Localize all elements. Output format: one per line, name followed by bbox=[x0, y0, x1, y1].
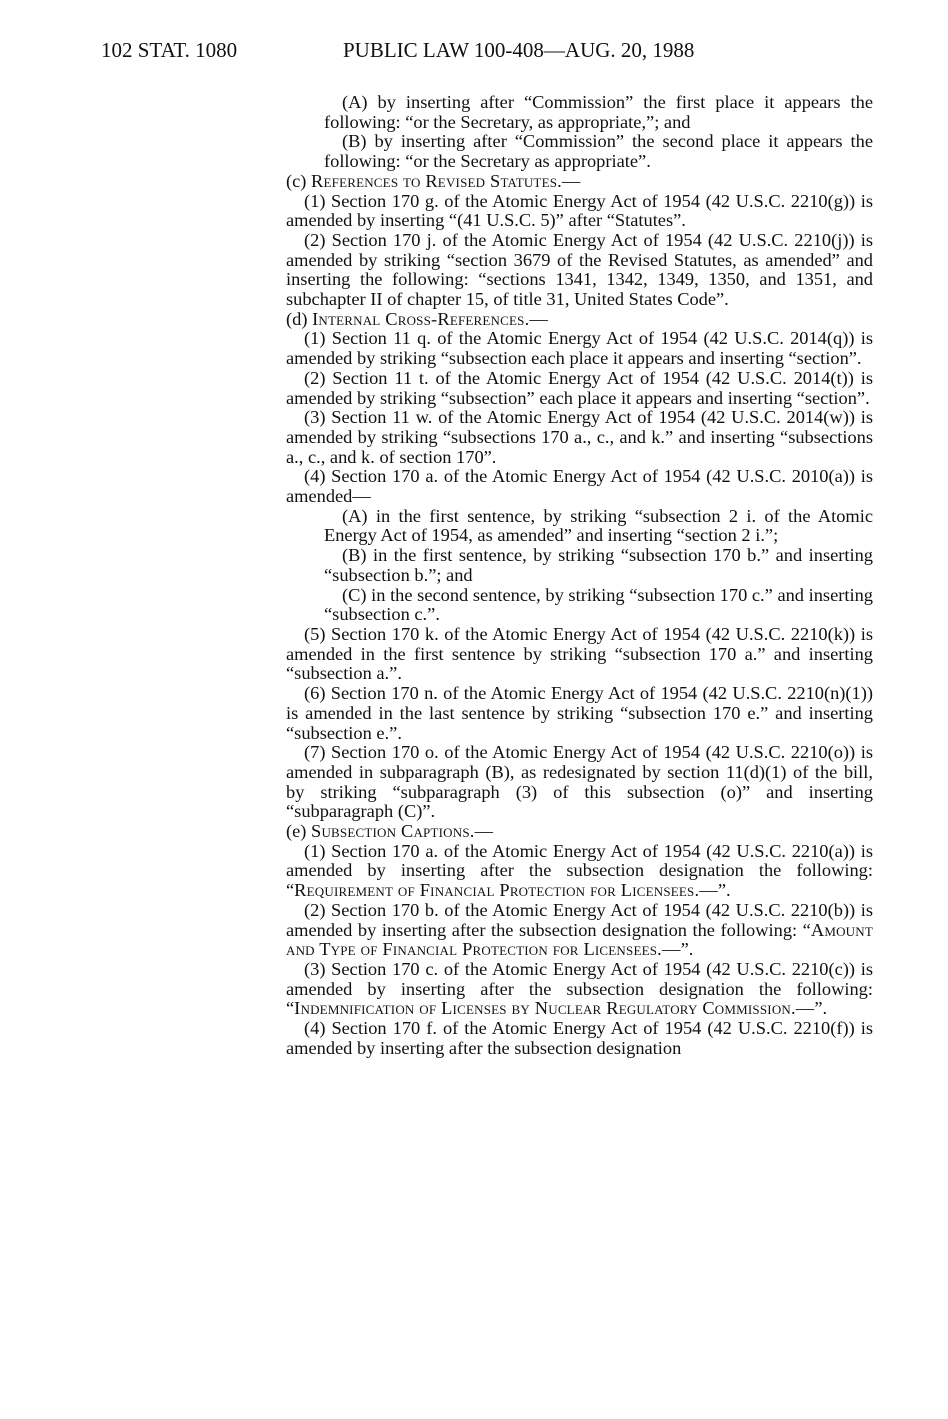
subsection-e-label: (e) bbox=[286, 821, 307, 842]
paragraph-e-2-end: ”. bbox=[680, 939, 694, 960]
page-header bbox=[0, 38, 948, 68]
running-title: PUBLIC LAW 100-408—AUG. 20, 1988 bbox=[343, 38, 695, 62]
subsection-c-heading bbox=[286, 172, 873, 192]
paragraph-d-2: (2) Section 11 t. of the Atomic Energy Act of 1954 (42 U.S.C. 2014(t)) is amended by striking “subsection” each place it appears and inserting “section”. bbox=[286, 367, 873, 408]
subsection-e-caption: Subsection Captions.— bbox=[311, 821, 494, 842]
paragraph-e-2 bbox=[286, 901, 873, 960]
paragraph-e-1 bbox=[286, 842, 873, 901]
subsection-c-caption: References to Revised Statutes.— bbox=[311, 170, 581, 191]
paragraph-d-5: (5) Section 170 k. of the Atomic Energy Act of 1954 (42 U.S.C. 2210(k)) is amended in the first sentence by striking “subsection 170 a.” and inserting “subsection a.”. bbox=[286, 623, 873, 684]
paragraph-c-2: (2) Section 170 j. of the Atomic Energy Act of 1954 (42 U.S.C. 2210(j)) is amended by striking “section 3679 of the Revised Statutes, as amended” and inserting the following: “sections 1341, 1342, 1349, 1350, and 1351, and subchapter II of chapter 15, of title 31, United States Code”. bbox=[286, 229, 873, 310]
paragraph-e-2-text: (2) Section 170 b. of the Atomic Energy Act of 1954 (42 U.S.C. 2210(b)) is amended by inserting after the subsection designation the following: “ bbox=[286, 899, 873, 940]
paragraph-e-1-end: ”. bbox=[717, 880, 731, 901]
subsection-d-caption: Internal Cross-References.— bbox=[312, 308, 548, 329]
paragraph-d-7: (7) Section 170 o. of the Atomic Energy Act of 1954 (42 U.S.C. 2210(o)) is amended in subparagraph (B), as redesignated by section 11(d)(1) of the bill, by striking “subparagraph (3) of this subsection (o)” and inserting “subparagraph (C)”. bbox=[286, 742, 873, 822]
subsection-d-label: (d) bbox=[286, 308, 308, 329]
subparagraph-d-4-A: (A) in the first sentence, by striking “subsection 2 i. of the Atomic Energy Act of 1954, as amended” and inserting “section 2 i.”; bbox=[324, 505, 873, 546]
subparagraph-d-4-C: (C) in the second sentence, by striking “subsection 170 c.” and inserting “subsection c.”. bbox=[324, 584, 873, 625]
subsection-c-label: (c) bbox=[286, 170, 307, 191]
paragraph-e-3 bbox=[286, 960, 873, 1019]
paragraph-d-3: (3) Section 11 w. of the Atomic Energy Act of 1954 (42 U.S.C. 2014(w)) is amended by striking “subsections 170 a., c., and k.” and inserting “subsections a., c., and k. of section 170”. bbox=[286, 407, 873, 467]
subparagraph-a-A: (A) by inserting after “Commission” the first place it appears the following: “or the Secretary, as appropriate,”; and bbox=[324, 92, 873, 132]
paragraph-e-2-caption: Amount and Type of Financial Protection for Licensees.— bbox=[286, 919, 873, 960]
paragraph-e-3-end: ”. bbox=[814, 998, 828, 1019]
paragraph-e-4: (4) Section 170 f. of the Atomic Energy Act of 1954 (42 U.S.C. 2210(f)) is amended by inserting after the subsection designation bbox=[286, 1018, 873, 1058]
paragraph-e-1-caption: Requirement of Financial Protection for Licensees.— bbox=[294, 880, 718, 901]
stat-page-number: 102 STAT. 1080 bbox=[101, 38, 238, 62]
paragraph-d-1: (1) Section 11 q. of the Atomic Energy Act of 1954 (42 U.S.C. 2014(q)) is amended by striking “subsection each place it appears and inserting “section”. bbox=[286, 328, 873, 369]
paragraph-c-1: (1) Section 170 g. of the Atomic Energy Act of 1954 (42 U.S.C. 2210(g)) is amended by inserting “(41 U.S.C. 5)” after “Statutes”. bbox=[286, 190, 873, 231]
subparagraph-a-B: (B) by inserting after “Commission” the second place it appears the following: “or the Secretary as appropriate”. bbox=[324, 131, 873, 172]
paragraph-e-3-text: (3) Section 170 c. of the Atomic Energy Act of 1954 (42 U.S.C. 2210(c)) is amended by inserting after the subsection designation the following: “ bbox=[286, 958, 873, 1019]
document-body bbox=[286, 93, 873, 1058]
paragraph-d-4: (4) Section 170 a. of the Atomic Energy Act of 1954 (42 U.S.C. 2010(a)) is amended— bbox=[286, 466, 873, 507]
paragraph-d-6: (6) Section 170 n. of the Atomic Energy Act of 1954 (42 U.S.C. 2210(n)(1)) is amended in the last sentence by striking “subsection 170 e.” and inserting “subsection e.”. bbox=[286, 683, 873, 743]
subsection-d-heading bbox=[286, 310, 873, 330]
paragraph-e-3-caption: Indemnification of Licenses by Nuclear Regulatory Commission.— bbox=[294, 998, 815, 1019]
paragraph-e-1-text: (1) Section 170 a. of the Atomic Energy Act of 1954 (42 U.S.C. 2210(a)) is amended by inserting after the subsection designation the following: “ bbox=[286, 840, 873, 901]
subsection-e-heading bbox=[286, 822, 873, 842]
subparagraph-d-4-B: (B) in the first sentence, by striking “subsection 170 b.” and inserting “subsection b.”; and bbox=[324, 545, 873, 585]
